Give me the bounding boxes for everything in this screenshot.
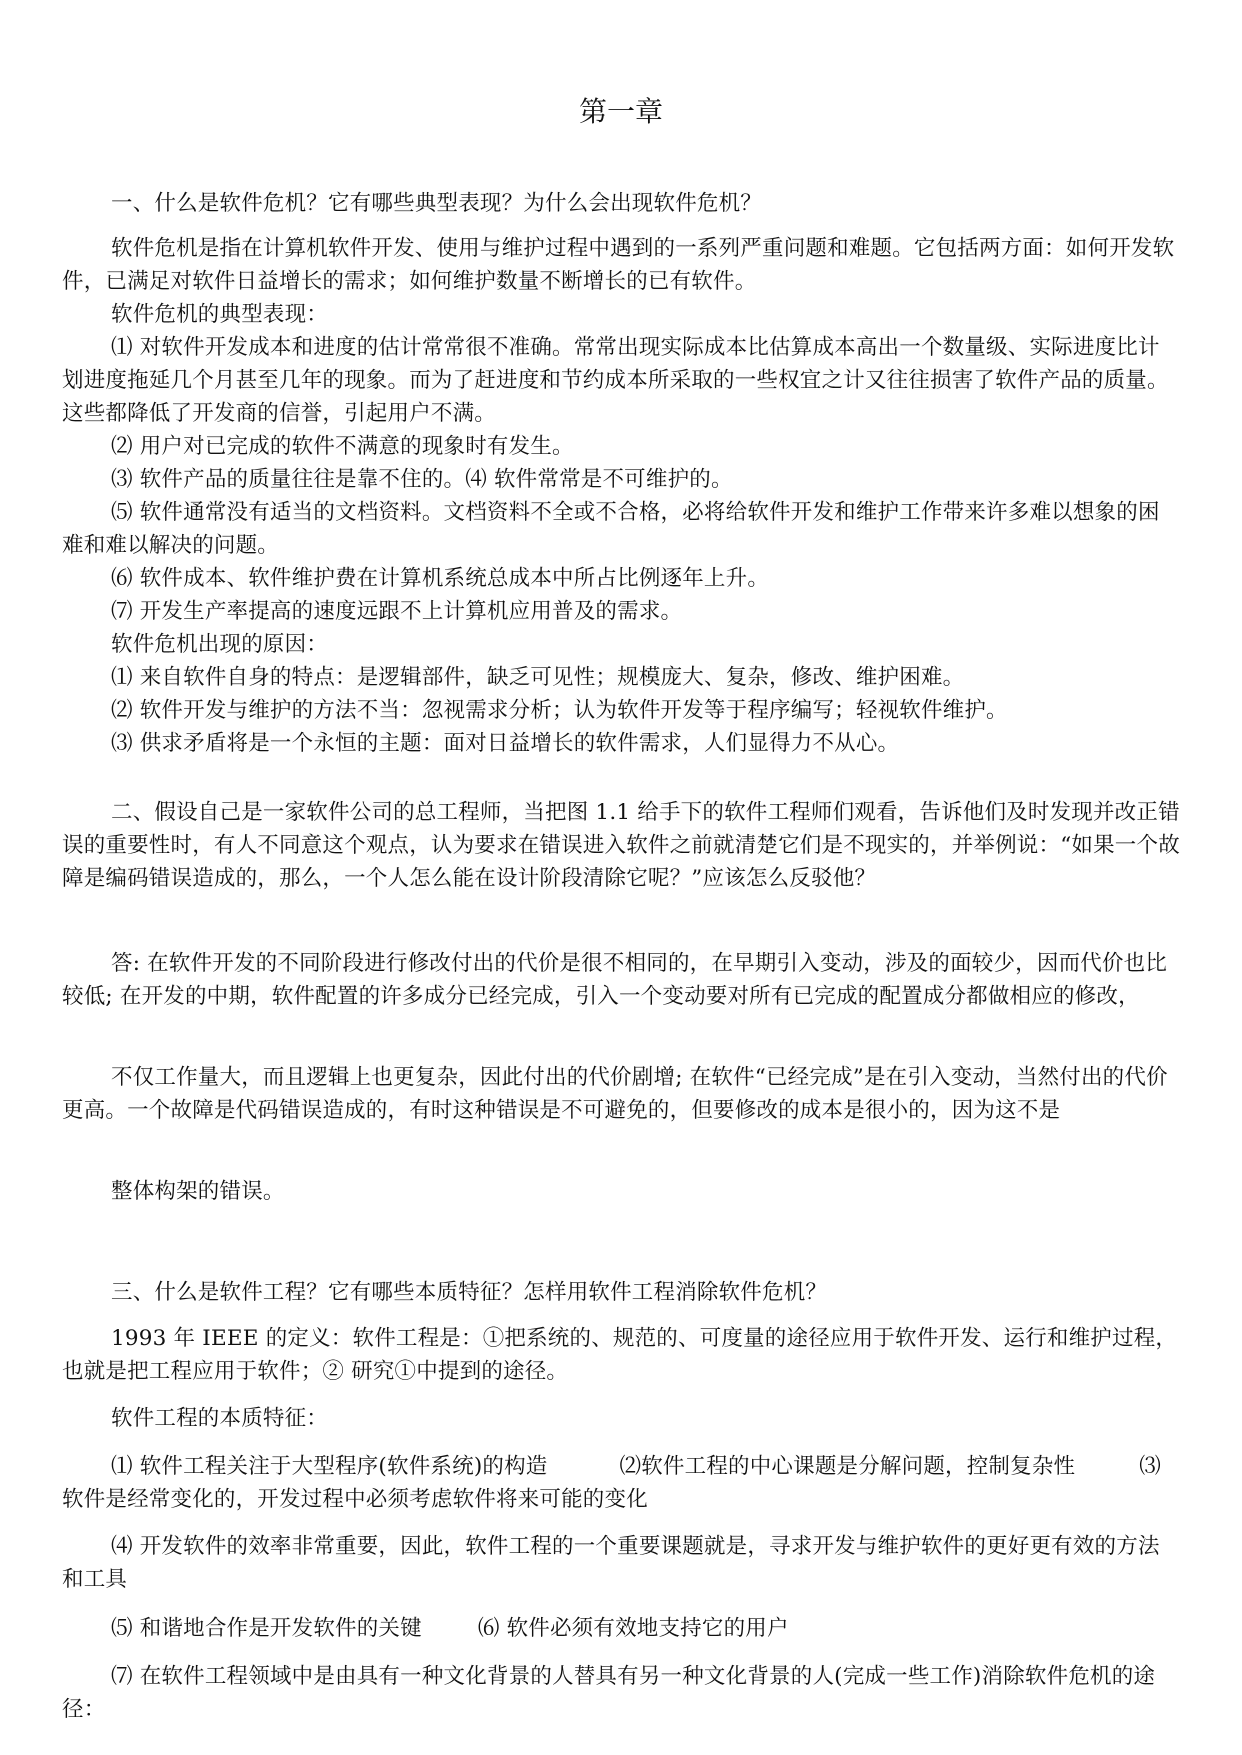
features-5-6 bbox=[62, 1612, 1180, 1645]
answer-2-text-3: 整体构架的错误。 bbox=[111, 1179, 285, 1204]
question-2 bbox=[62, 796, 1180, 895]
feature-2: ⑵软件工程的中心课题是分解问题，控制复杂性 bbox=[619, 1454, 1076, 1479]
question-3-text: 三、什么是软件工程？它有哪些本质特征？怎样用软件工程消除软件危机？ bbox=[111, 1280, 828, 1305]
question-2-text: 二、假设自己是一家软件公司的总工程师，当把图 1.1 给手下的软件工程师们观看，告诉他们及时发现并改正错误的重要性时，有人不同意这个观点，认为要求在错误进入软件之前就清楚它们是不现实的，并举例说：“如果一个故障是编码错误造成的，那么，一个人怎么能在设计阶段清除它呢？”应该怎么反驳他？ bbox=[62, 800, 1180, 891]
typical-item-6: ⑹ 软件成本、软件维护费在计算机系统总成本中所占比例逐年上升。 bbox=[111, 566, 770, 591]
answer-2-part-2 bbox=[62, 1061, 1180, 1127]
cause-item-3: ⑶ 供求矛盾将是一个永恒的主题：面对日益增长的软件需求，人们显得力不从心。 bbox=[111, 731, 900, 756]
typical-item-3-4: ⑶ 软件产品的质量往往是靠不住的。⑷ 软件常常是不可维护的。 bbox=[111, 467, 733, 492]
feature-3: ⑶ 软件是经常变化的，开发过程中必须考虑软件将来可能的变化 bbox=[62, 1454, 1161, 1512]
cause-heading: 软件危机出现的原因： bbox=[111, 632, 329, 657]
typical-item-2: ⑵ 用户对已完成的软件不满意的现象时有发生。 bbox=[111, 434, 574, 459]
cause-item-1: ⑴ 来自软件自身的特点：是逻辑部件，缺乏可见性；规模庞大、复杂，修改、维护困难。 bbox=[111, 665, 965, 690]
feature-1: ⑴ 软件工程关注于大型程序(软件系统)的构造 bbox=[111, 1454, 548, 1479]
question-1 bbox=[62, 187, 1180, 220]
cause-item-2: ⑵ 软件开发与维护的方法不当：忽视需求分析；认为软件开发等于程序编写；轻视软件维护。 bbox=[111, 698, 1008, 723]
feature-heading bbox=[62, 1402, 1180, 1435]
se-definition bbox=[62, 1322, 1180, 1388]
typical-item-7: ⑺ 开发生产率提高的速度远跟不上计算机应用普及的需求。 bbox=[111, 599, 683, 624]
typical-item-1: ⑴ 对软件开发成本和进度的估计常常很不准确。常常出现实际成本比估算成本高出一个数量级、实际进度比计划进度拖延几个月甚至几年的现象。而为了赶进度和节约成本所采取的一些权宜之计又往往损害了软件产品的质量。这些都降低了开发商的信誉，引起用户不满。 bbox=[62, 335, 1169, 426]
feature-4: ⑷ 开发软件的效率非常重要，因此，软件工程的一个重要课题就是，寻求开发与维护软件的更好更有效的方法和工具 bbox=[62, 1534, 1160, 1592]
answer-2-part-3 bbox=[62, 1175, 1180, 1208]
answer-2-text-1: 答: 在软件开发的不同阶段进行修改付出的代价是很不相同的，在早期引入变动，涉及的面较少，因而代价也比较低; 在开发的中期，软件配置的许多成分已经完成，引入一个变动要对所有已完成的配置成分都做相应的修改， bbox=[62, 951, 1168, 1009]
feature-7: ⑺ 在软件工程领域中是由具有一种文化背景的人替具有另一种文化背景的人(完成一些工作)消除软件危机的途径： bbox=[62, 1664, 1156, 1722]
question-1-text: 一、什么是软件危机？它有哪些典型表现？为什么会出现软件危机？ bbox=[111, 191, 763, 216]
feature-4-block bbox=[62, 1530, 1180, 1596]
chapter-title: 第一章 bbox=[578, 95, 663, 128]
feature-7-block bbox=[62, 1660, 1180, 1726]
feature-heading-text: 软件工程的本质特征： bbox=[111, 1406, 329, 1431]
feature-5: ⑸ 和谐地合作是开发软件的关键 bbox=[111, 1616, 422, 1641]
feature-6: ⑹ 软件必须有效地支持它的用户 bbox=[477, 1616, 789, 1641]
question-3 bbox=[62, 1276, 1180, 1309]
answer-2-part-1 bbox=[62, 947, 1180, 1013]
se-definition-text: 1993 年 IEEE 的定义：软件工程是：①把系统的、规范的、可度量的途径应用于软件开发、运行和维护过程，也就是把工程应用于软件；② 研究①中提到的途径。 bbox=[62, 1326, 1178, 1384]
features-1-3 bbox=[62, 1450, 1180, 1516]
answer-1 bbox=[62, 232, 1180, 760]
typical-heading: 软件危机的典型表现： bbox=[111, 302, 329, 327]
crisis-definition: 软件危机是指在计算机软件开发、使用与维护过程中遇到的一系列严重问题和难题。它包括两方面：如何开发软件，已满足对软件日益增长的需求；如何维护数量不断增长的已有软件。 bbox=[62, 236, 1175, 294]
typical-item-5: ⑸ 软件通常没有适当的文档资料。文档资料不全或不合格，必将给软件开发和维护工作带来许多难以想象的困难和难以解决的问题。 bbox=[62, 500, 1160, 558]
answer-2-text-2: 不仅工作量大，而且逻辑上也更复杂，因此付出的代价剧增; 在软件“已经完成”是在引入变动，当然付出的代价更高。一个故障是代码错误造成的，有时这种错误是不可避免的，但要修改的成本是很小的，因为这不是 bbox=[62, 1065, 1168, 1123]
